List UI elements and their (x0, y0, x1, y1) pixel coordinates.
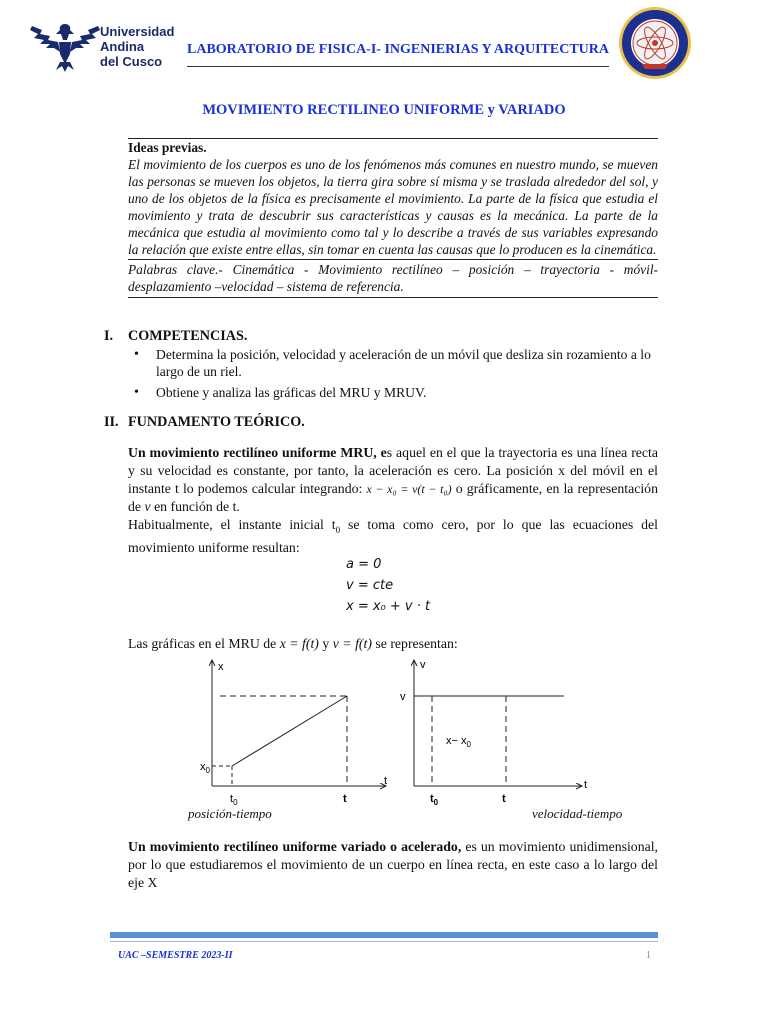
keywords: Palabras clave.- Cinemática - Movimiento rectilíneo – posición – trayectoria - móvil-desplazamiento –velocidad – sistema de referencia. (128, 262, 658, 294)
t-label: t (502, 793, 506, 805)
axis-label-t: t (384, 775, 388, 787)
mru-paragraph: Un movimiento rectilíneo uniforme MRU, es aquel en el que la trayectoria es una línea recta y su velocidad es constante, por tanto, la aceleración es cero. La posición x del móvil en el instante t lo podemos calcular integrando: x − x₀ = v(t − t₀) o gráficamente, en la representación de v en función de t. Habitualmente, el instante inicial $t_0$ se toma como cero, por lo que las ecuaciones del movimiento uniforme resultan: (128, 445, 658, 555)
mru-equations (346, 554, 430, 617)
page-number: 1 (646, 950, 651, 961)
graphs-intro: Las gráficas en el MRU de x = f(t) y v = f(t) se representan: (128, 636, 458, 651)
mruv-bold: Un movimiento rectilíneo uniforme variado o acelerado, (128, 839, 462, 854)
t0-label: $t_0$ (230, 793, 238, 807)
section-heading: COMPETENCIAS. (128, 328, 248, 344)
document-title: MOVIMIENTO RECTILINEO UNIFORME y VARIADO (202, 102, 566, 118)
lab-title: LABORATORIO DE FISICA-I- INGENIERIAS Y ARQUITECTURA (187, 42, 610, 57)
t-label: t (343, 793, 347, 805)
list-item: • Determina la posición, velocidad y aceleración de un móvil que desliza sin rozamiento a lo largo de un riel. (134, 346, 659, 380)
ideas-text: El movimiento de los cuerpos es uno de los fenómenos más comunes en nuestro mundo, se mueven las personas se mueven los objetos, la tierra gira sobre sí misma y se traslada alrededor del sol, y uno de los objetos de la física es precisamente el movimiento. La parte de la física que estudia el movimiento y trata de descubrir sus características y causas es la mecánica. La parte de la mecánica que estudia al movimiento como tal y lo describe a través de sus variables expresando la relación que existe entre ellas, sin tomar en cuenta las causas que lo producen es la cinemática. (128, 156, 658, 260)
axis-label-v: v (420, 659, 426, 671)
competencias-list (134, 346, 659, 401)
ideas-box (128, 138, 658, 298)
section-number: II. (104, 414, 119, 430)
displacement-label: $x- x_0$ (446, 735, 471, 749)
axis-label-x: x (218, 661, 224, 673)
position-time-graph (200, 660, 387, 807)
section-heading: FUNDAMENTO TEÓRICO. (128, 414, 305, 430)
t0-label: $t_0$ (430, 793, 439, 807)
ideas-heading: Ideas previas. (128, 140, 207, 155)
x0-label: $x_0$ (200, 761, 210, 775)
university-seal-icon (618, 6, 692, 80)
header-rule (187, 66, 609, 67)
footer-label: UAC –SEMESTRE 2023-II (118, 950, 233, 961)
footer-rule (110, 941, 658, 942)
axis-label-t: t (584, 779, 588, 791)
section-number: I. (104, 328, 114, 344)
velocity-time-graph (400, 659, 587, 807)
equation: x = x₀ + v · t (346, 599, 431, 614)
equation: v = cte (346, 578, 394, 593)
mru-equation: x − x₀ = v(t − t₀) (366, 482, 452, 496)
graph-caption-velocity: velocidad-tiempo (532, 806, 623, 821)
university-logo (30, 18, 100, 72)
equation: a = 0 (346, 557, 382, 572)
list-item: • Obtiene y analiza las gráficas del MRU y MRUV. (134, 384, 659, 401)
position-line (232, 696, 347, 766)
graph-caption-position: posición-tiempo (188, 806, 272, 821)
v-label: v (400, 691, 406, 703)
mru-graphs (180, 656, 600, 826)
footer-bar (110, 932, 658, 938)
mru-bold: Un movimiento rectilíneo uniforme MRU, e (128, 445, 387, 460)
university-name: Universidad Andina del Cusco (100, 24, 175, 69)
mruv-paragraph: Un movimiento rectilíneo uniforme variado o acelerado, es un movimiento unidimensional, por lo que estudiaremos el movimiento de un cuerpo en línea recta, en este caso a lo largo del eje X (128, 839, 658, 890)
